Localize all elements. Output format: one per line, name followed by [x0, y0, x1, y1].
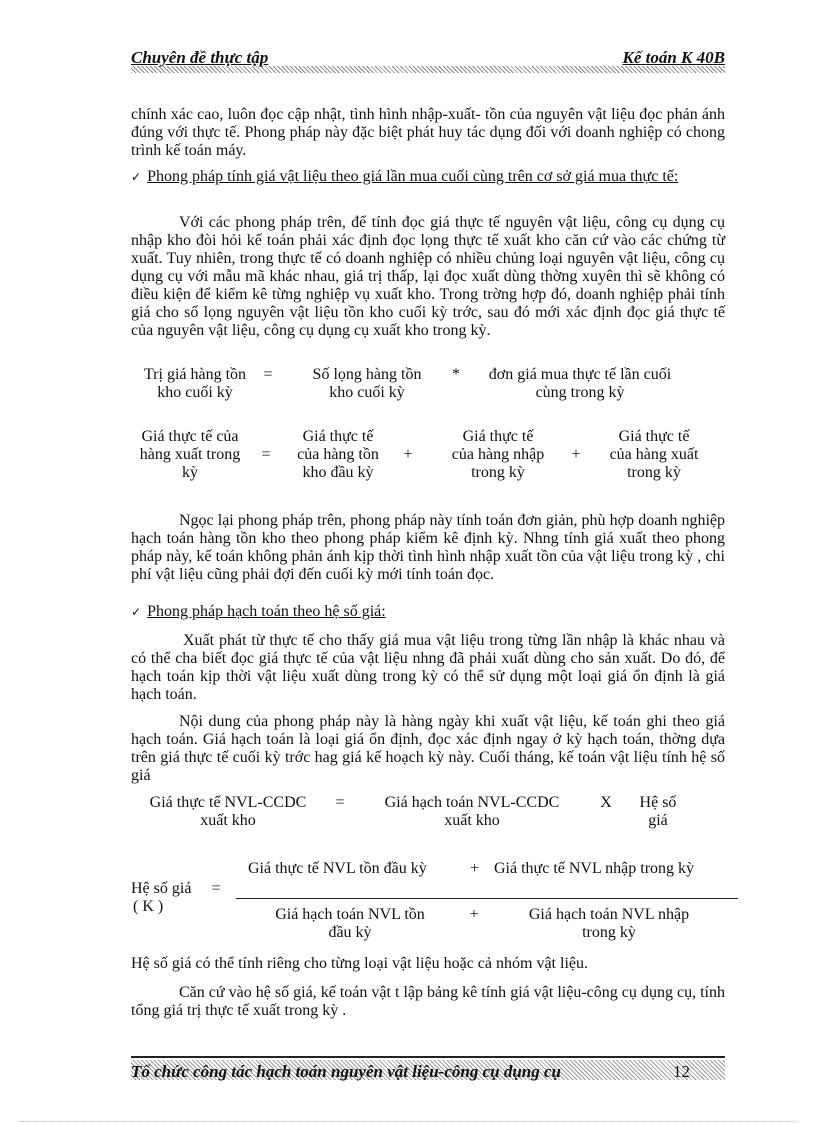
section1-paragraph: Với các phong pháp trên, để tính đọc giá thực tế nguyên vật liệu, công cụ dụng cụ nhập kho đòi hỏi kế toán phải xác định đọc lọng thực tế xuất kho căn cứ vào các chứng từ xuất. Tuy nhiên, trong thực tế có doanh nghiệp có nhiều chủng loại nguyên vật liệu, công cụ dụng cụ với mẫu mã khác nhau, giá trị thấp, lại đọc xuất dùng thờng xuyên thì sẽ không có điều kiện để kiểm kê từng nghiệp vụ xuất kho. Trong trờng hợp đó, doanh nghiệp phải tính giá cho số lọng nguyên vật liệu tồn kho cuối kỳ trớc, sau đó mới xác định đọc giá thực tế của nguyên vật liệu, công cụ dụng cụ xuất kho trong kỳ.	[131, 214, 725, 339]
formula3-lhs	[128, 794, 328, 830]
page-bottom-border	[20, 1121, 796, 1122]
formula3-coefficient	[628, 794, 688, 830]
formula1-rhs-line1: đơn giá mua thực tế lần cuối	[488, 366, 672, 383]
formula4-equals: =	[211, 880, 221, 897]
formula2-term-ton-line2: của hàng tồn	[297, 446, 379, 463]
intro-paragraph: chính xác cao, luôn đọc cập nhật, tình hình nhập-xuất- tồn của nguyên vật liệu đọc phản ánh đúng với thực tế. Phong pháp này đặc biệt phát huy tác dụng đối với doanh nghiệp có chong trình kế toán máy.	[131, 106, 725, 159]
closing-paragraph: Căn cứ vào hệ số giá, kế toán vật t lập bảng kê tính giá vật liệu-công cụ dụng cụ, tính tổng giá trị thực tế xuất trong kỳ .	[131, 984, 725, 1019]
header-left-title: Chuyên đề thực tập	[131, 48, 269, 67]
formula3-coefficient-line1: Hệ số	[639, 794, 677, 811]
formula1-times: *	[452, 366, 460, 383]
formula2-plus1: +	[403, 446, 413, 463]
formula4-denominator-b-line2: trong kỳ	[582, 924, 636, 941]
formula4-denominator-a	[250, 906, 450, 942]
formula2-term-xuat-line2: của hàng xuất	[609, 446, 699, 463]
formula3-lhs-line2: xuất kho	[200, 812, 256, 829]
page-footer	[131, 1056, 725, 1086]
formula3-equals: =	[335, 794, 345, 811]
formula4-denominator-b	[500, 906, 718, 942]
formula2-term-xuat	[594, 428, 714, 482]
formula4-lhs-line2: ( K )	[133, 898, 164, 915]
section2-paragraph1: Xuất phát từ thực tế cho thấy giá mua vật liệu trong từng lần nhập là khác nhau và có thể cha biết đọc giá thực tế của vật liệu nhng đã phải xuất dùng cho sản xuất. Do đó, để hạch toán kịp thời vật liệu xuất dùng trong kỳ có thể sử dụng một loại giá ổn định là giá hạch toán.	[131, 632, 725, 703]
formula1-lhs	[125, 366, 265, 402]
formula4-denominator-b-line1: Giá hạch toán NVL nhập	[528, 906, 690, 923]
footer-rule	[131, 1056, 725, 1058]
formula1-rhs	[464, 366, 696, 402]
formula2-term-xuat-line3: trong kỳ	[627, 464, 681, 481]
footer-title: Tổ chức công tác hạch toán nguyên vật liệu-công cụ dụng cụ	[131, 1062, 562, 1081]
formula3-times: X	[600, 794, 612, 811]
formula2-term-ton-line3: kho đầu kỳ	[302, 464, 374, 481]
formula3-coefficient-line2: giá	[648, 812, 668, 829]
formula3-lhs-line1: Giá thực tế NVL-CCDC	[149, 794, 307, 811]
formula2-plus2: +	[571, 446, 581, 463]
formula3-term	[372, 794, 572, 830]
section2-heading	[131, 603, 725, 621]
formula4-denominator-a-line1: Giá hạch toán NVL tồn	[275, 906, 425, 923]
formula4-numerator-plus: +	[470, 860, 480, 877]
header-right-title: Kế toán K 40B	[622, 48, 725, 67]
formula1-term	[292, 366, 442, 402]
page-header	[131, 46, 725, 70]
formula1-equals: =	[263, 366, 273, 383]
formula1-rhs-line2: cùng trong kỳ	[535, 384, 625, 401]
formula2-lhs	[125, 428, 255, 482]
formula2-term-ton	[278, 428, 398, 482]
formula1-term-line2: kho cuối kỳ	[329, 384, 405, 401]
checkmark-bullet-icon: ✓	[131, 605, 142, 619]
formula2-lhs-line2: hàng xuất trong	[139, 446, 241, 463]
formula4-lhs-line1: Hệ số giá	[131, 880, 192, 897]
formula4-denominator-plus: +	[469, 906, 479, 923]
formula2-term-nhap-line2: của hàng nhập	[451, 446, 545, 463]
comparison-paragraph: Ngọc lại phong pháp trên, phong pháp này tính toán đơn giản, phù hợp doanh nghiệp hạch toán hàng tồn kho theo phong pháp kiểm kê định kỳ. Nhng tính giá xuất theo phong pháp này, kế toán không phản ánh kịp thời tình hình nhập xuất tồn của vật liệu trong kỳ , chi phí vật liệu cũng phải đợi đến cuối kỳ mới tính toán đọc.	[131, 512, 725, 583]
checkmark-bullet-icon: ✓	[131, 170, 142, 184]
section1-heading	[131, 168, 725, 186]
section1-heading-text: Phong pháp tính giá vật liệu theo giá lần mua cuối cùng trên cơ sở giá mua thực tế:	[147, 168, 679, 185]
formula2-term-ton-line1: Giá thực tế	[302, 428, 374, 445]
section2-heading-text: Phong pháp hạch toán theo hệ số giá:	[147, 603, 386, 620]
formula4-numerator-b: Giá thực tế NVL nhập trong kỳ	[494, 860, 695, 877]
page-number: 12	[673, 1062, 690, 1081]
formula2-term-nhap-line1: Giá thực tế	[462, 428, 534, 445]
formula1-lhs-line2: kho cuối kỳ	[157, 384, 233, 401]
formula3-term-line2: xuất kho	[444, 812, 500, 829]
formula1-lhs-line1: Trị giá hàng tồn	[143, 366, 247, 383]
formula2-term-xuat-line1: Giá thực tế	[618, 428, 690, 445]
section2-paragraph2: Nội dung của phong pháp này là hàng ngày khi xuất vật liệu, kế toán ghi theo giá hạch toán. Giá hạch toán là loại giá ổn định, đọc xác định ngay ở kỳ hạch toán, thờng dựa trên giá thực tế cuối kỳ trớc hag giá kế hoạch kỳ này. Cuối tháng, kế toán vật liệu tính hệ số giá	[131, 713, 725, 784]
formula4-numerator-a: Giá thực tế NVL tồn đầu kỳ	[248, 860, 427, 877]
formula3-term-line1: Giá hạch toán NVL-CCDC	[384, 794, 560, 811]
formula2-equals: =	[261, 446, 271, 463]
formula2-lhs-line1: Giá thực tế của	[141, 428, 239, 445]
coefficient-note: Hệ số giá có thể tính riêng cho từng loại vật liệu hoặc cả nhóm vật liệu.	[131, 955, 588, 972]
formula2-term-nhap-line3: trong kỳ	[471, 464, 525, 481]
formula1-term-line1: Số lọng hàng tồn	[312, 366, 422, 383]
formula4-fraction-bar	[236, 898, 738, 899]
formula4-denominator-a-line2: đầu kỳ	[328, 924, 372, 941]
formula2-lhs-line3: kỳ	[182, 464, 198, 481]
formula2-term-nhap	[438, 428, 558, 482]
